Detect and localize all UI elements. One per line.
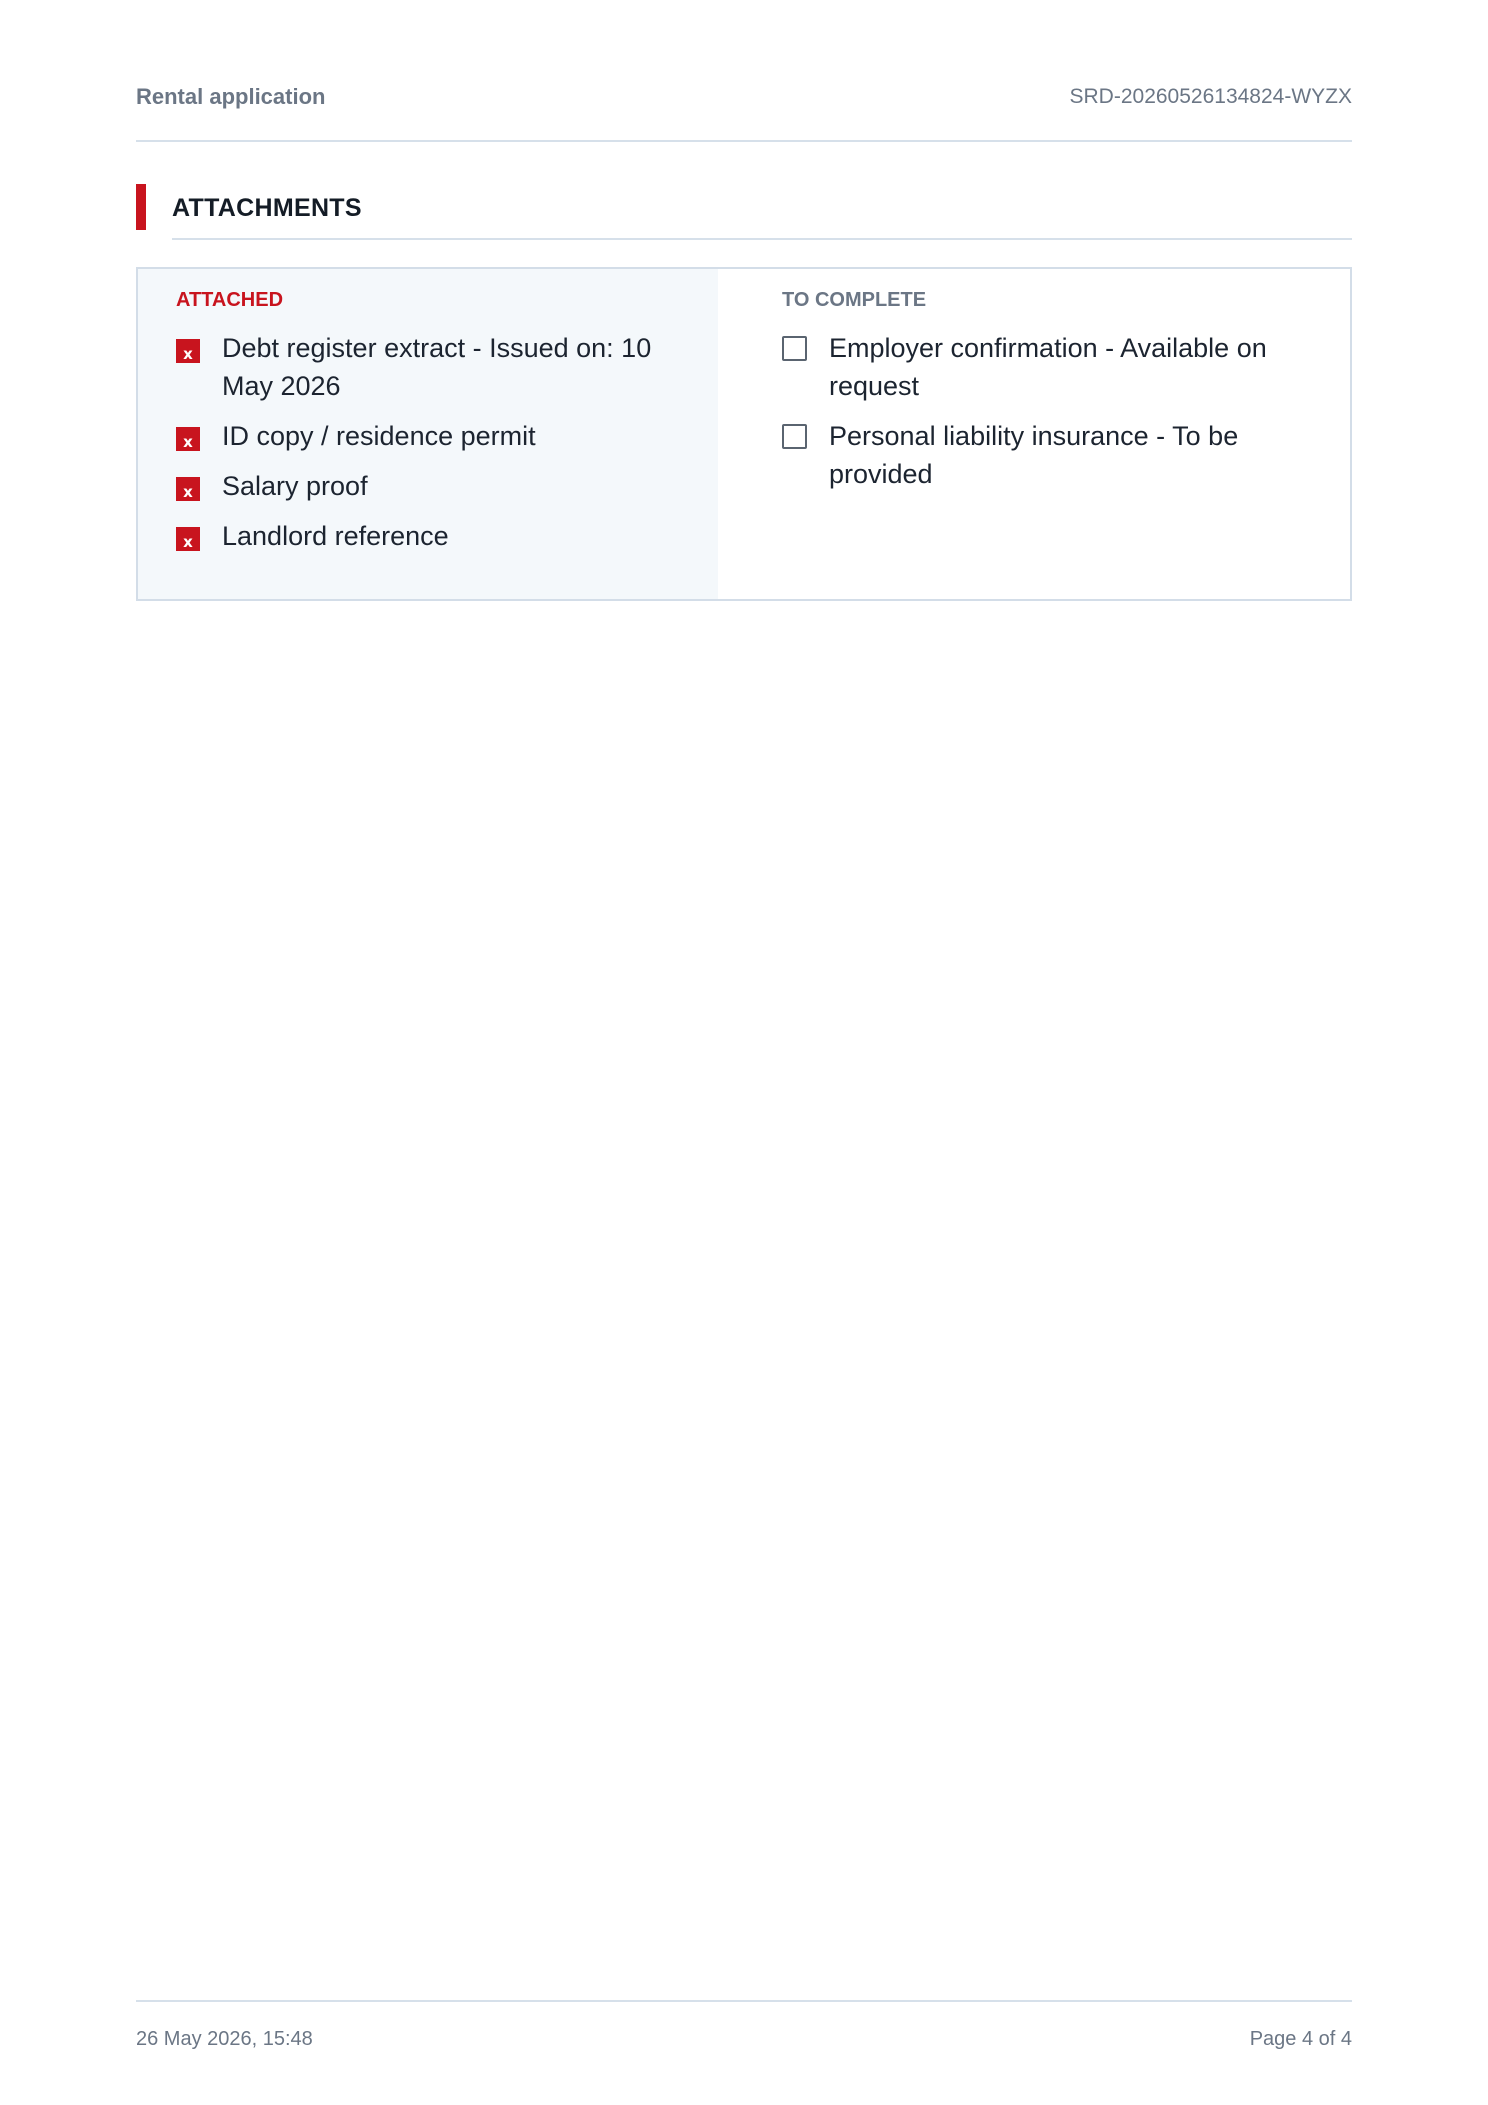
to-complete-item-label: Employer confirmation - Available on request (829, 333, 1267, 401)
attached-item-label: Landlord reference (222, 521, 449, 551)
document-reference: SRD-20260526134824-WYZX (1069, 85, 1352, 108)
page-footer (136, 2000, 1352, 2052)
section-divider (172, 238, 1352, 240)
attached-item (176, 467, 698, 505)
checked-x-icon: x (176, 339, 200, 363)
to-complete-item-label: Personal liability insurance - To be provided (829, 421, 1239, 489)
to-complete-column (718, 269, 1350, 599)
empty-checkbox-icon (782, 336, 807, 361)
checked-x-icon: x (176, 527, 200, 551)
attached-item-label: Salary proof (222, 471, 368, 501)
document-title: Rental application (136, 84, 326, 109)
attached-column (138, 269, 718, 599)
attached-label: ATTACHED (176, 289, 284, 311)
attached-item (176, 517, 698, 555)
to-complete-item (782, 329, 1330, 405)
page-header (136, 82, 1352, 142)
to-complete-item (782, 417, 1330, 493)
attachments-box (136, 267, 1352, 601)
attached-item-label: Debt register extract - Issued on: 10 May 2026 (222, 333, 652, 401)
empty-checkbox-icon (782, 424, 807, 449)
footer-timestamp: 26 May 2026, 15:48 (136, 2028, 313, 2050)
to-complete-label: TO COMPLETE (782, 289, 927, 311)
to-complete-list (782, 329, 1330, 493)
checked-x-icon: x (176, 477, 200, 501)
attached-item-label: ID copy / residence permit (222, 421, 536, 451)
attachments-section-heading (136, 184, 1352, 240)
section-title: ATTACHMENTS (172, 194, 362, 222)
attached-list (176, 329, 698, 555)
checked-x-icon: x (176, 427, 200, 451)
attached-item (176, 329, 698, 405)
section-accent-bar (136, 184, 146, 230)
page-number: Page 4 of 4 (1249, 2028, 1352, 2050)
attached-item (176, 417, 698, 455)
